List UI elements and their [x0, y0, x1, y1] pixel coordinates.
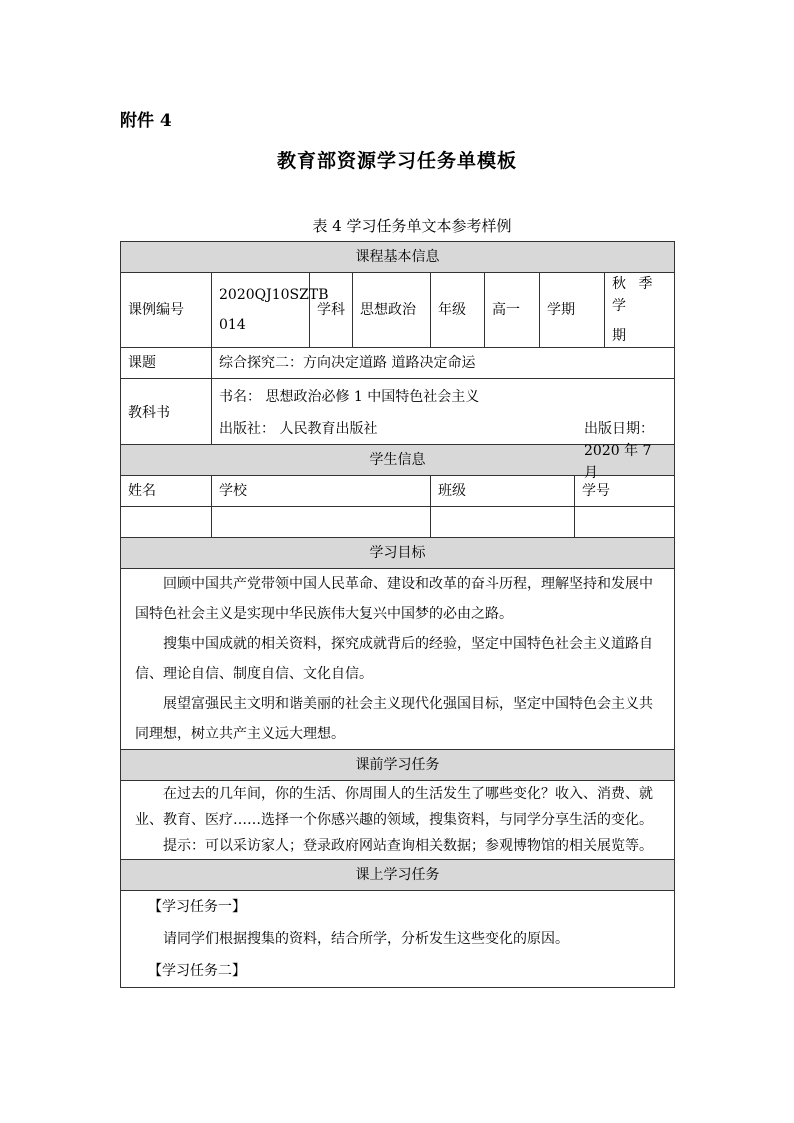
course-info-header: 课程基本信息 [121, 242, 675, 273]
student-name-field[interactable] [121, 507, 212, 538]
case-no-value [212, 273, 329, 348]
case-no-line1: 2020QJ10SZTB [219, 287, 329, 303]
class-label: 班级 [431, 476, 575, 507]
student-id-field[interactable] [575, 507, 675, 538]
pre-class-hint: 提示：可以采访家人；登录政府网站查询相关数据；参观博物馆的相关展览等。 [163, 838, 653, 854]
topic-label: 课题 [121, 348, 212, 379]
attachment-label: 附件 4 [120, 111, 172, 131]
student-name-label: 姓名 [121, 476, 212, 507]
task1-title: 【学习任务一】 [148, 899, 246, 915]
table-caption: 表 4 学习任务单文本参考样例 [312, 217, 512, 235]
in-class-task-header: 课上学习任务 [121, 860, 675, 891]
semester-value [605, 273, 675, 348]
semester-line1: 秋 季 学 [612, 276, 657, 314]
class-field[interactable] [431, 507, 575, 538]
subject-value: 思想政治 [353, 273, 431, 348]
case-no-label: 课例编号 [121, 273, 212, 348]
task1-text: 请同学们根据搜集的资料，结合所学，分析发生这些变化的原因。 [163, 931, 569, 947]
pre-class-paragraph: 在过去的几年间，你的生活、你周围人的生活发生了哪些变化？收入、消费、就业、教育、医疗……选择一个你感兴趣的领域，搜集资料，与同学分享生活的变化。 [135, 786, 653, 828]
semester-line2: 期 [612, 328, 626, 344]
semester-label: 学期 [540, 273, 605, 348]
goal-paragraph: 搜集中国成就的相关资料，探究成就背后的经验，坚定中国特色社会主义道路自信、理论自信、制度自信、文化自信。 [135, 636, 653, 682]
student-info-header: 学生信息 [121, 445, 675, 476]
learning-goals-header: 学习目标 [121, 538, 675, 569]
subject-label: 学科 [310, 273, 353, 348]
goal-paragraph: 回顾中国共产党带领中国人民革命、建设和改革的奋斗历程，理解坚持和发展中国特色社会主义是实现中华民族伟大复兴中国梦的必由之路。 [135, 576, 653, 622]
publisher: 出版社： 人民教育出版社 [219, 421, 378, 437]
school-label: 学校 [212, 476, 431, 507]
pre-class-task-body [121, 781, 675, 860]
in-class-task-body [121, 891, 675, 988]
student-id-label: 学号 [575, 476, 675, 507]
goal-paragraph: 展望富强民主文明和谐美丽的社会主义现代化强国目标，坚定中国特色会主义共同理想，树立共产主义远大理想。 [135, 696, 653, 742]
learning-goals-body [121, 569, 675, 750]
school-field[interactable] [212, 507, 431, 538]
pre-class-task-header: 课前学习任务 [121, 750, 675, 781]
task-sheet-table [120, 241, 675, 988]
task2-title: 【学习任务二】 [148, 963, 246, 979]
grade-label: 年级 [431, 273, 485, 348]
page-title: 教育部资源学习任务单模板 [276, 150, 517, 172]
case-no-line2: 014 [219, 317, 246, 333]
grade-value: 高一 [485, 273, 540, 348]
book-name: 书名： 思想政治必修 1 中国特色社会主义 [219, 389, 480, 405]
topic-value: 综合探究二：方向决定道路 道路决定命运 [212, 348, 675, 379]
publish-date: 出版日期：2020 年 7 月 [584, 421, 654, 481]
textbook-label: 教科书 [121, 379, 212, 445]
